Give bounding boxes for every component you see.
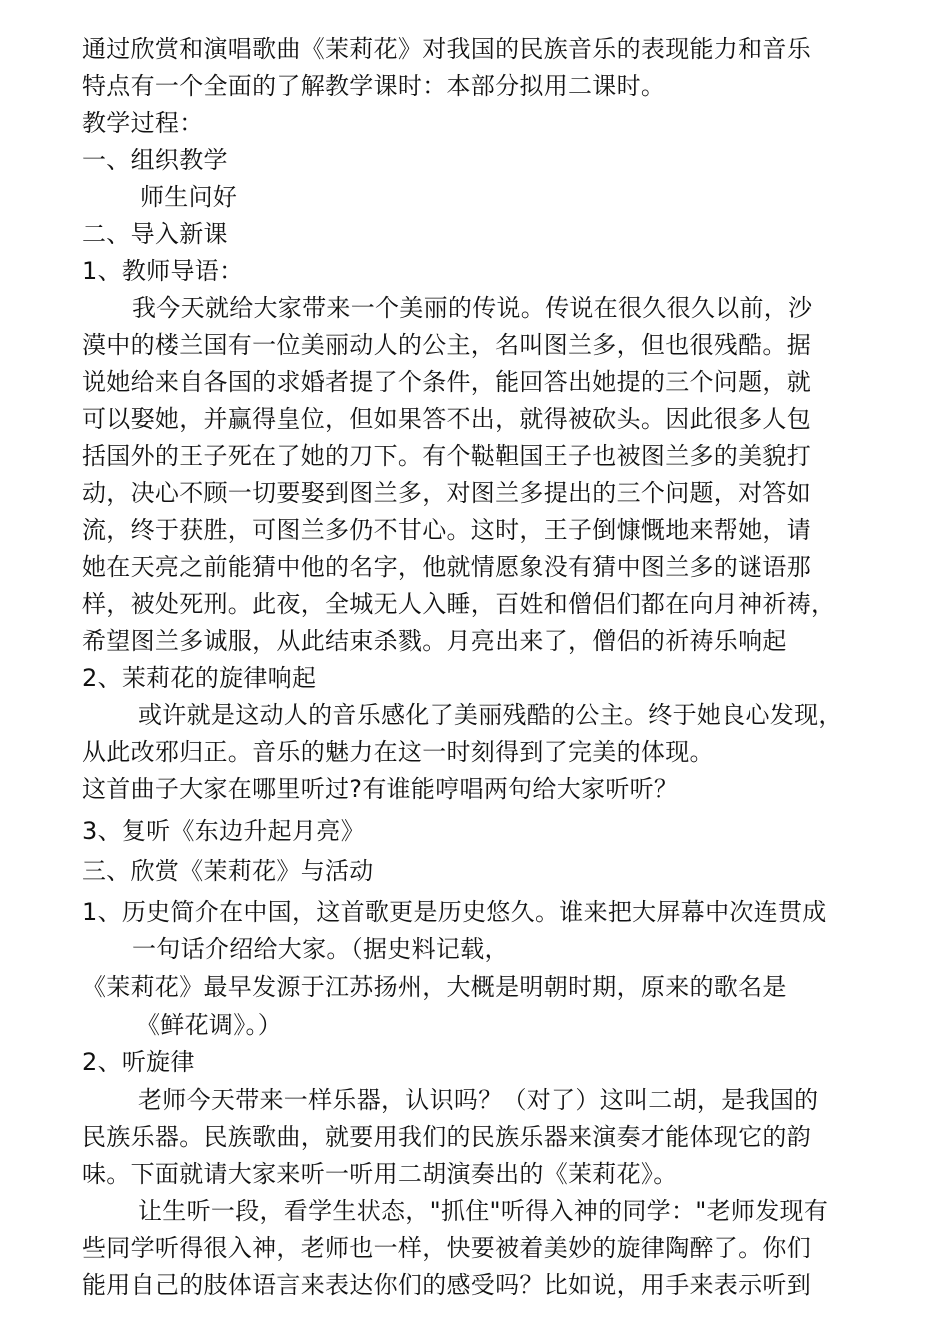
subsection-heading: 1、历史简介在中国，这首歌更是历史悠久。谁来把大屏幕中次连贯成 [82,898,827,926]
paragraph-line: 漠中的楼兰国有一位美丽动人的公主，名叫图兰多，但也很残酷。据 [82,331,811,359]
section-heading: 二、导入新课 [82,220,228,248]
paragraph-line: 或许就是这动人的音乐感化了美丽残酷的公主。终于她良心发现， [138,701,843,729]
subsection-heading: 1、教师导语： [82,257,244,285]
paragraph-line: 让生听一段，看学生状态，"抓住"听得入神的同学："老师发现有 [138,1197,829,1225]
section-heading: 教学过程： [82,109,204,137]
paragraph-line: 《茉莉花》最早发源于江苏扬州，大概是明朝时期，原来的歌名是 [82,973,787,1001]
paragraph-line: 可以娶她，并赢得皇位，但如果答不出，就得被砍头。因此很多人包 [82,405,811,433]
paragraph-line: 一句话介绍给大家。（据史料记载， [132,935,509,963]
subsection-heading: 2、茉莉花的旋律响起 [82,664,317,692]
subsection-heading: 3、复听《东边升起月亮》 [82,817,365,845]
text-line: 师生问好 [140,183,238,211]
paragraph-line: 流，终于获胜，可图兰多仍不甘心。这时，王子倒慷慨地来帮她，请 [82,516,811,544]
subsection-heading: 2、听旋律 [82,1048,195,1076]
paragraph-line: 能用自己的肢体语言来表达你们的感受吗？比如说，用手来表示听到 [82,1271,811,1299]
text-line: 特点有一个全面的了解教学课时：本部分拟用二课时。 [82,72,666,100]
section-heading: 三、欣赏《茉莉花》与活动 [82,857,374,885]
paragraph-line: 动，决心不顾一切要娶到图兰多，对图兰多提出的三个问题，对答如 [82,479,811,507]
paragraph-line: 我今天就给大家带来一个美丽的传说。传说在很久很久以前，沙 [132,294,813,322]
paragraph-line: 括国外的王子死在了她的刀下。有个鞑靼国王子也被图兰多的美貌打 [82,442,811,470]
section-heading: 一、组织教学 [82,146,228,174]
paragraph-line: 这首曲子大家在哪里听过?有谁能哼唱两句给大家听听？ [82,775,679,803]
paragraph-line: 说她给来自各国的求婚者提了个条件，能回答出她提的三个问题，就 [82,368,811,396]
paragraph-line: 希望图兰多诚服，从此结束杀戮。月亮出来了，僧侣的祈祷乐响起 [82,627,787,655]
paragraph-line: 老师今天带来一样乐器，认识吗？（对了）这叫二胡，是我国的 [138,1086,819,1114]
paragraph-line: 味。下面就请大家来听一听用二胡演奏出的《茉莉花》。 [82,1160,678,1188]
paragraph-line: 《鲜花调》。） [136,1011,283,1039]
paragraph-line: 她在天亮之前能猜中他的名字，他就情愿象没有猜中图兰多的谜语那 [82,553,811,581]
text-line: 通过欣赏和演唱歌曲《茉莉花》对我国的民族音乐的表现能力和音乐 [82,35,811,63]
paragraph-line: 样，被处死刑。此夜，全城无人入睡，百姓和僧侣们都在向月神祈祷， [82,590,836,618]
paragraph-line: 从此改邪归正。音乐的魅力在这一时刻得到了完美的体现。 [82,738,714,766]
paragraph-line: 民族乐器。民族歌曲，就要用我们的民族乐器来演奏才能体现它的韵 [82,1123,811,1151]
paragraph-line: 些同学听得很入神，老师也一样，快要被着美妙的旋律陶醉了。你们 [82,1234,811,1262]
